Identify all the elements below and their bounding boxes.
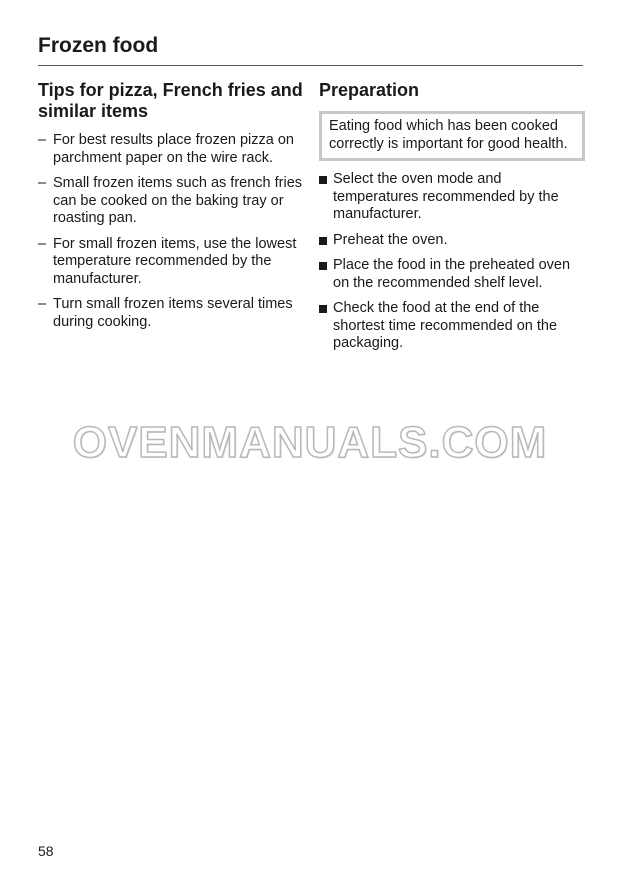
notice-box: Eating food which has been cooked correctly is important for good health. [319,111,585,161]
title-divider [38,65,583,66]
tips-list [38,132,306,331]
list-item [319,232,585,250]
preparation-heading: Preparation [319,80,420,100]
list-item [319,300,585,353]
list-item [319,171,585,224]
list-item-text: Place the food in the preheated oven on the recommended shelf level. [333,257,571,291]
list-item [38,132,306,167]
list-item [38,175,306,228]
dash-marker: – [38,175,47,191]
dash-marker: – [38,235,47,252]
preparation-section [319,80,585,361]
page-title: Frozen food [38,34,159,57]
watermark: OVENMANUALS.COM [72,418,548,467]
list-item-text: For small frozen items, use the lowest temperature recommended by the manufacturer. [53,235,297,287]
tips-heading: Tips for pizza, French fries and similar items [38,80,303,121]
dash-marker: – [38,132,47,148]
list-item-text: For best results place frozen pizza on parchment paper on the wire rack. [53,132,294,166]
square-bullet-icon [319,176,327,184]
tips-section [38,80,306,339]
list-item-text: Turn small frozen items several times during cooking. [53,296,293,330]
list-item-text: Small frozen items such as french fries can be cooked on the baking tray or roasting pan. [53,175,303,226]
preparation-steps [319,171,585,353]
list-item-text: Preheat the oven. [333,231,448,248]
list-item [38,236,306,289]
square-bullet-icon [319,237,327,245]
page-number: 58 [38,843,54,859]
dash-marker: – [38,296,47,312]
list-item [38,296,306,331]
square-bullet-icon [319,262,327,270]
list-item-text: Check the food at the end of the shortest time recommended on the packaging. [333,300,558,351]
list-item [319,257,585,292]
list-item-text: Select the oven mode and temperatures recommended by the manufacturer. [333,171,559,222]
square-bullet-icon [319,305,327,313]
